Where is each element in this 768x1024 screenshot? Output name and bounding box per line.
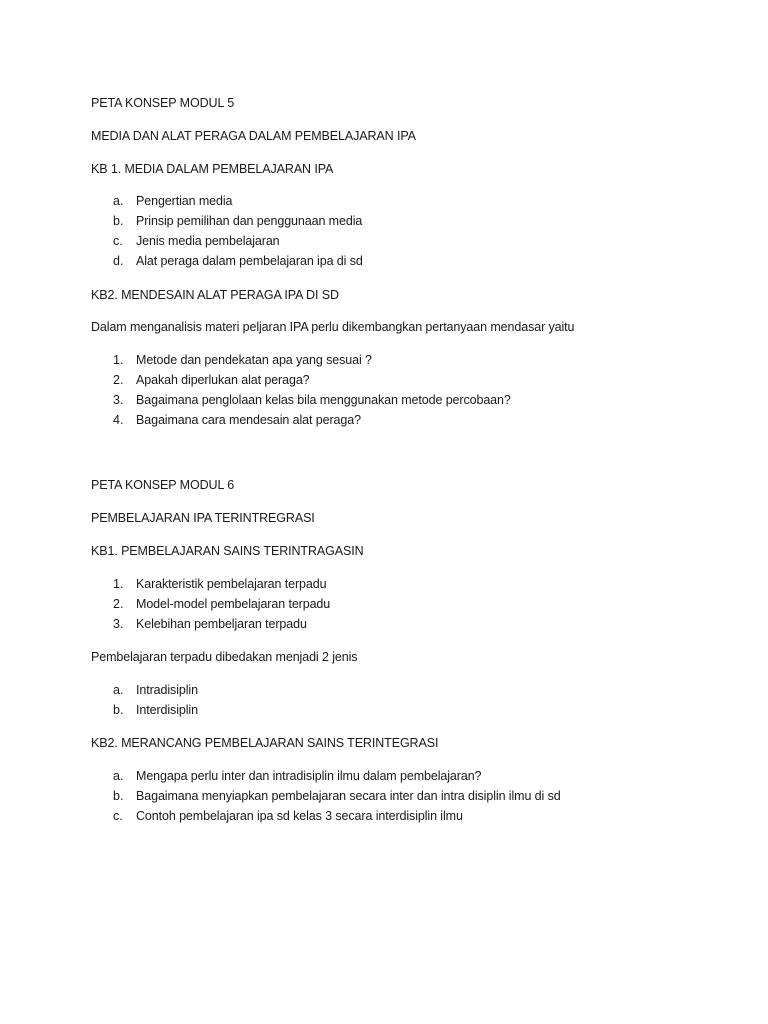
list-item: Jenis media pembelajaran bbox=[136, 234, 280, 248]
modul6-kb1-heading: KB1. PEMBELAJARAN SAINS TERINTRAGASIN bbox=[91, 544, 364, 558]
list-item: Intradisiplin bbox=[136, 683, 198, 697]
modul5-kb2-intro: Dalam menganalisis materi peljaran IPA perlu dikembangkan pertanyaan mendasar yaitu bbox=[91, 320, 575, 334]
list-marker: c. bbox=[113, 234, 123, 248]
list-marker: c. bbox=[113, 809, 123, 823]
list-item: Bagaimana penglolaan kelas bila menggunakan metode percobaan? bbox=[136, 393, 511, 407]
list-item: Pengertian media bbox=[136, 194, 233, 208]
modul6-kb1-note: Pembelajaran terpadu dibedakan menjadi 2 jenis bbox=[91, 650, 358, 664]
modul6-kb2-heading: KB2. MERANCANG PEMBELAJARAN SAINS TERINTEGRASI bbox=[91, 736, 439, 750]
modul5-title: MEDIA DAN ALAT PERAGA DALAM PEMBELAJARAN IPA bbox=[91, 129, 416, 143]
list-marker: 3. bbox=[113, 617, 124, 631]
modul6-title: PEMBELAJARAN IPA TERINTREGRASI bbox=[91, 511, 315, 525]
list-item: Apakah diperlukan alat peraga? bbox=[136, 373, 310, 387]
list-marker: 4. bbox=[113, 413, 124, 427]
list-item: Bagaimana menyiapkan pembelajaran secara inter dan intra disiplin ilmu di sd bbox=[136, 789, 561, 803]
list-item: Karakteristik pembelajaran terpadu bbox=[136, 577, 327, 591]
list-marker: d. bbox=[113, 254, 124, 268]
list-marker: a. bbox=[113, 683, 124, 697]
list-item: Bagaimana cara mendesain alat peraga? bbox=[136, 413, 361, 427]
list-item: Kelebihan pembeljaran terpadu bbox=[136, 617, 307, 631]
list-marker: 2. bbox=[113, 597, 124, 611]
list-marker: b. bbox=[113, 703, 124, 717]
list-item: Interdisiplin bbox=[136, 703, 198, 717]
list-marker: a. bbox=[113, 194, 124, 208]
modul5-heading: PETA KONSEP MODUL 5 bbox=[91, 96, 235, 110]
list-marker: a. bbox=[113, 769, 124, 783]
modul5-kb1-heading: KB 1. MEDIA DALAM PEMBELAJARAN IPA bbox=[91, 162, 334, 176]
modul5-kb2-heading: KB2. MENDESAIN ALAT PERAGA IPA DI SD bbox=[91, 288, 339, 302]
list-marker: 1. bbox=[113, 353, 124, 367]
list-marker: 3. bbox=[113, 393, 124, 407]
list-item: Mengapa perlu inter dan intradisiplin ilmu dalam pembelajaran? bbox=[136, 769, 482, 783]
list-item: Contoh pembelajaran ipa sd kelas 3 secara interdisiplin ilmu bbox=[136, 809, 463, 823]
list-item: Metode dan pendekatan apa yang sesuai ? bbox=[136, 353, 372, 367]
list-marker: b. bbox=[113, 214, 124, 228]
modul6-heading: PETA KONSEP MODUL 6 bbox=[91, 478, 235, 492]
list-item: Prinsip pemilihan dan penggunaan media bbox=[136, 214, 363, 228]
list-marker: 2. bbox=[113, 373, 124, 387]
list-item: Alat peraga dalam pembelajaran ipa di sd bbox=[136, 254, 363, 268]
list-item: Model-model pembelajaran terpadu bbox=[136, 597, 331, 611]
list-marker: 1. bbox=[113, 577, 124, 591]
list-marker: b. bbox=[113, 789, 124, 803]
